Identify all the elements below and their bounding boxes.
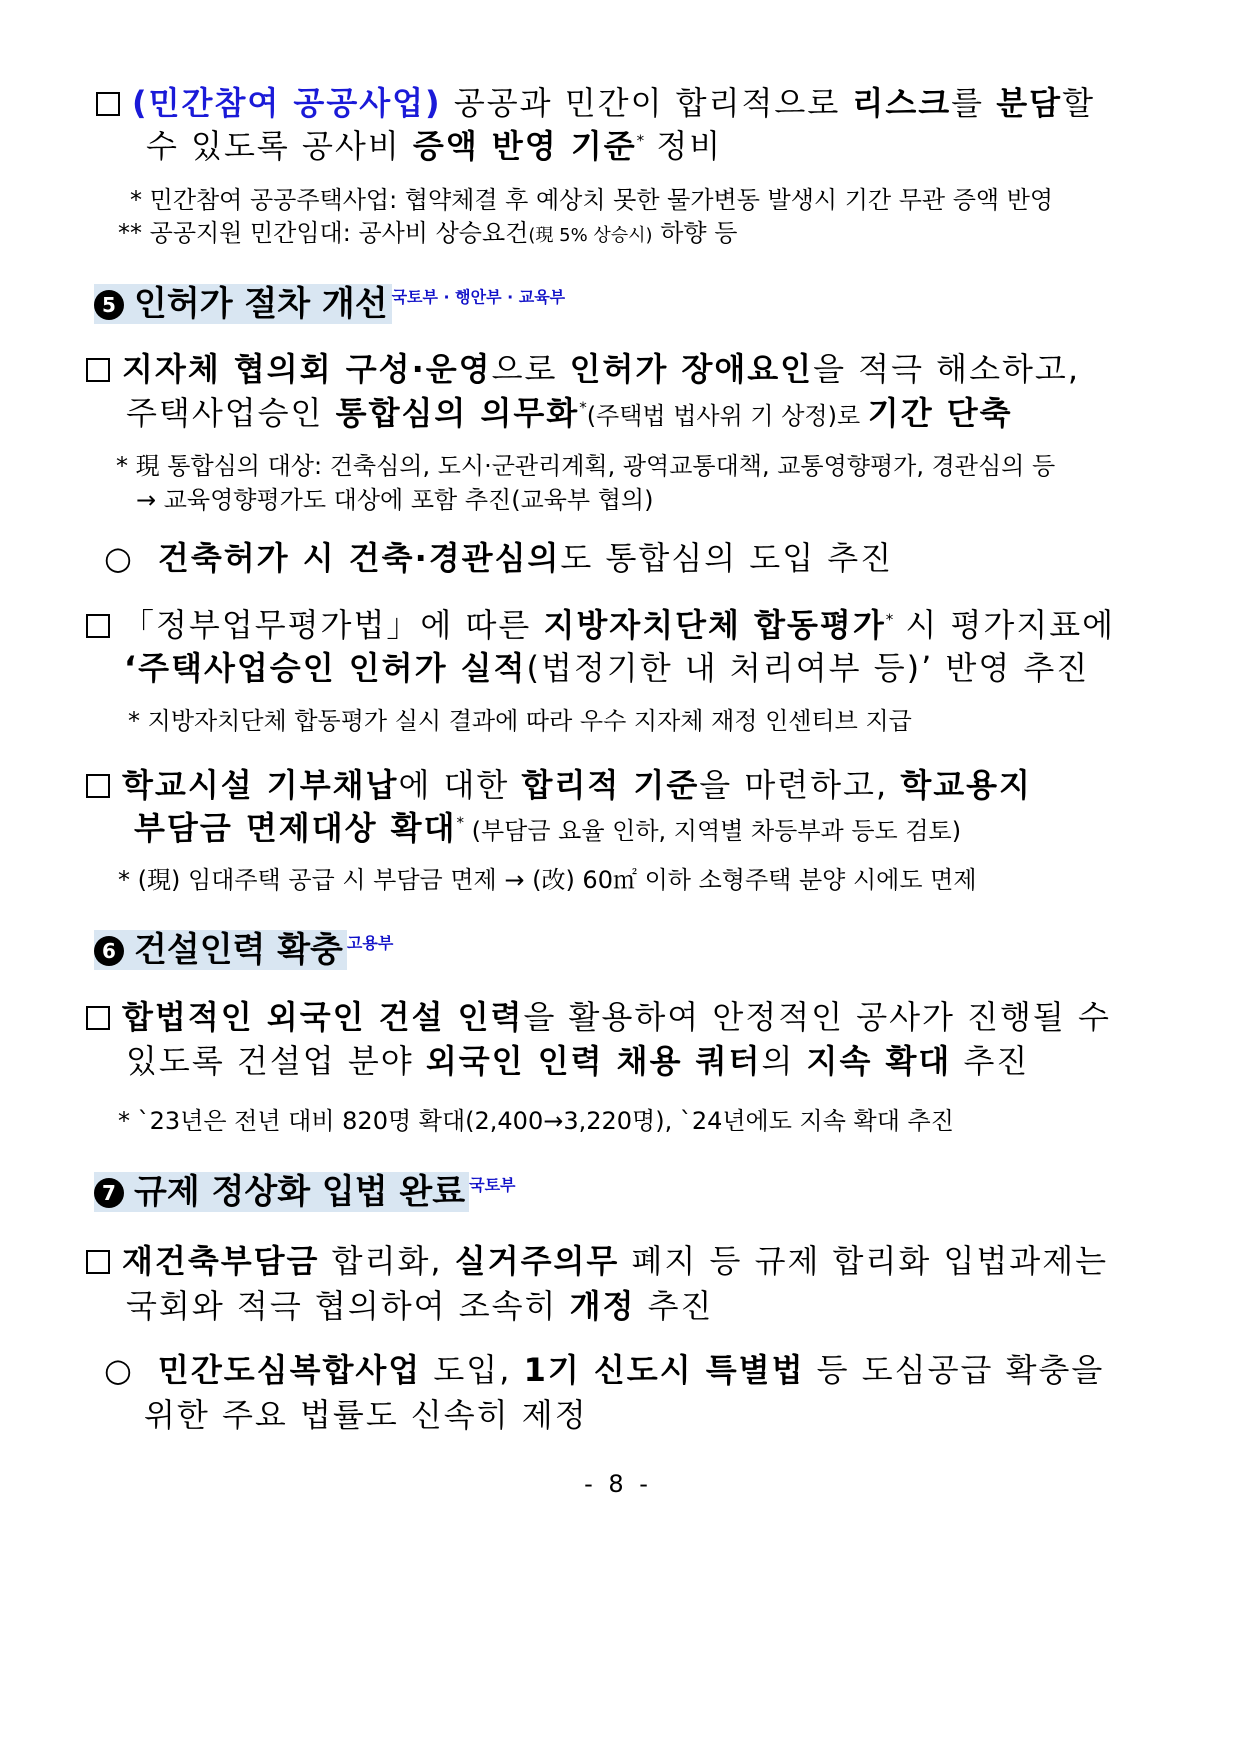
- item-line-2: 주택사업승인 통합심의 의무화*(주택법 법사위 기 상정)로 기간 단축: [126, 394, 1013, 432]
- checkbox-square-icon: [86, 774, 110, 798]
- item-regulation-normalization: 재건축부담금 합리화, 실거주의무 폐지 등 규제 합리화 입법과제는: [86, 1236, 1108, 1282]
- circled-number-7-icon: 7: [94, 1178, 124, 1208]
- page-number: - 8 -: [584, 1470, 652, 1498]
- checkbox-square-icon: [86, 358, 110, 382]
- footnote: * 민간참여 공공주택사업: 협약체결 후 예상치 못한 물가변동 발생시 기간 무관 증액 반영: [130, 186, 1054, 214]
- item-school-facility: 학교시설 기부채납에 대한 합리적 기준을 마련하고, 학교용지: [86, 760, 1032, 806]
- checkbox-square-icon: [86, 614, 110, 638]
- checkbox-square-icon: [86, 1006, 110, 1030]
- bullet-circle-icon: ○: [104, 539, 132, 577]
- bullet-circle-icon: ○: [104, 1351, 132, 1389]
- footnote: * `23년은 전년 대비 820명 확대(2,400→3,220명), `24년에도 지속 확대 추진: [118, 1107, 954, 1135]
- section-heading-7: 7 규제 정상화 입법 완료 $^{국토부}$: [94, 1164, 515, 1213]
- heading-highlight: 5 인허가 절차 개선: [94, 284, 392, 324]
- item-foreign-workforce: 합법적인 외국인 건설 인력을 활용하여 안정적인 공사가 진행될 수: [86, 992, 1111, 1038]
- item-line-2: 국회와 적극 협의하여 조속히 개정 추진: [126, 1287, 714, 1325]
- circled-number-5-icon: 5: [94, 290, 124, 320]
- item-line-2: 위한 주요 법률도 신속히 제정: [144, 1396, 588, 1434]
- checkbox-square-icon: [96, 92, 120, 116]
- heading-highlight: 7 규제 정상화 입법 완료: [94, 1172, 469, 1212]
- item-private-public-project: (민간참여 공공사업) 공공과 민간이 합리적으로 리스크를 분담할: [96, 78, 1093, 124]
- footnote: * 現 통합심의 대상: 건축심의, 도시·군관리계획, 광역교통대책, 교통영향평가, 경관심의 등: [116, 452, 1056, 480]
- item-line-2: ‘주택사업승인 인허가 실적(법정기한 내 처리여부 등)’ 반영 추진: [124, 649, 1090, 687]
- section-heading-5: 5 인허가 절차 개선 $^{국토부 \cdot 행안부 \cdot 교육부}$: [94, 276, 565, 325]
- sub-item-urban-complex: ○ 민간도심복합사업 도입, 1기 신도시 특별법 등 도심공급 확충을: [104, 1351, 1105, 1389]
- checkbox-square-icon: [86, 1250, 110, 1274]
- item-line-2: 있도록 건설업 분야 외국인 인력 채용 쿼터의 지속 확대 추진: [126, 1042, 1030, 1080]
- sub-item-building-permit: ○ 건축허가 시 건축·경관심의도 통합심의 도입 추진: [104, 539, 894, 577]
- footnote: * 지방자치단체 합동평가 실시 결과에 따라 우수 지자체 재정 인센티브 지급: [128, 707, 912, 735]
- heading-highlight: 6 건설인력 확충: [94, 930, 347, 970]
- footnote: ** 공공지원 민간임대: 공사비 상승요건(現 5% 상승시) 하향 등: [118, 219, 738, 247]
- item-permit-council: 지자체 협의회 구성·운영으로 인허가 장애요인을 적극 해소하고,: [86, 344, 1080, 390]
- footnote: → 교육영향평가도 대상에 포함 추진(교육부 협의): [136, 486, 654, 514]
- footnote: * (現) 임대주택 공급 시 부담금 면제 → (改) 60㎡ 이하 소형주택 분양 시에도 면제: [118, 866, 977, 894]
- item-line-2: 부담금 면제대상 확대* (부담금 요율 인하, 지역별 차등부과 등도 검토): [134, 809, 962, 847]
- section-heading-6: 6 건설인력 확충 $^{고용부}$: [94, 922, 393, 971]
- item-line-2: 수 있도록 공사비 증액 반영 기준* 정비: [146, 127, 723, 165]
- circled-number-6-icon: 6: [94, 936, 124, 966]
- item-joint-evaluation: 「정부업무평가법」에 따른 지방자치단체 합동평가* 시 평가지표에: [86, 600, 1115, 646]
